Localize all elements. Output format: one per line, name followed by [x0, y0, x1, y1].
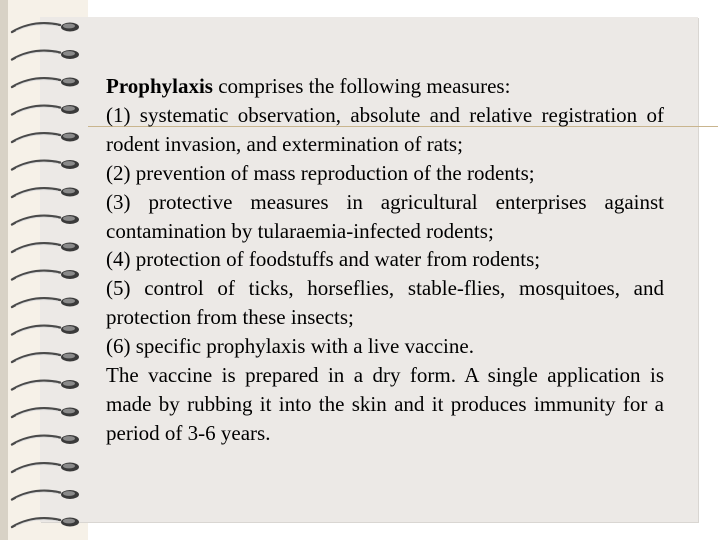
binding-coil	[12, 408, 79, 418]
measure-5: (5) control of ticks, horseflies, stable-flies, mosquitoes, and protection from these insects;	[106, 276, 664, 330]
binding-coil	[12, 490, 79, 500]
binding-coil	[12, 78, 79, 88]
intro-rest: comprises the following measures:	[212, 74, 511, 98]
binding-coil	[12, 325, 79, 335]
binding-coil	[12, 50, 79, 60]
measure-2: (2) prevention of mass reproduction of the rodents;	[106, 160, 535, 185]
binding-coil	[12, 23, 79, 33]
intro-line	[106, 72, 664, 101]
binding-coil	[12, 353, 79, 363]
binding-coil	[12, 105, 79, 115]
binding-coil	[12, 463, 79, 473]
binding-coil	[12, 160, 79, 170]
measure-6: (6) specific prophylaxis with a live vaccine.	[106, 334, 474, 359]
prophylaxis-term: Prophylaxis	[106, 74, 213, 98]
binding-coil	[12, 380, 79, 390]
binding-coil	[12, 298, 79, 308]
binding-coil	[12, 188, 79, 198]
spiral-binding-icon	[8, 12, 84, 532]
vaccine-paragraph: The vaccine is prepared in a dry form. A single application is made by rubbing it into the skin and it produces immunity for a period of 3-6 years.	[106, 363, 664, 445]
binding-coil	[12, 518, 79, 528]
binding-coil	[12, 243, 79, 253]
binding-coil	[12, 270, 79, 280]
measure-4: (4) protection of foodstuffs and water from rodents;	[106, 247, 541, 272]
measure-1: (1) systematic observation, absolute and relative registration of rodent invasion, and extermination of rats;	[106, 102, 664, 156]
measure-3: (3) protective measures in agricultural enterprises against contamination by tularaemia-infected rodents;	[106, 189, 664, 243]
binding-coil	[12, 133, 79, 143]
slide-text	[106, 72, 664, 448]
binding-coil	[12, 215, 79, 225]
left-accent-strip	[0, 0, 8, 540]
binding-coil	[12, 435, 79, 445]
